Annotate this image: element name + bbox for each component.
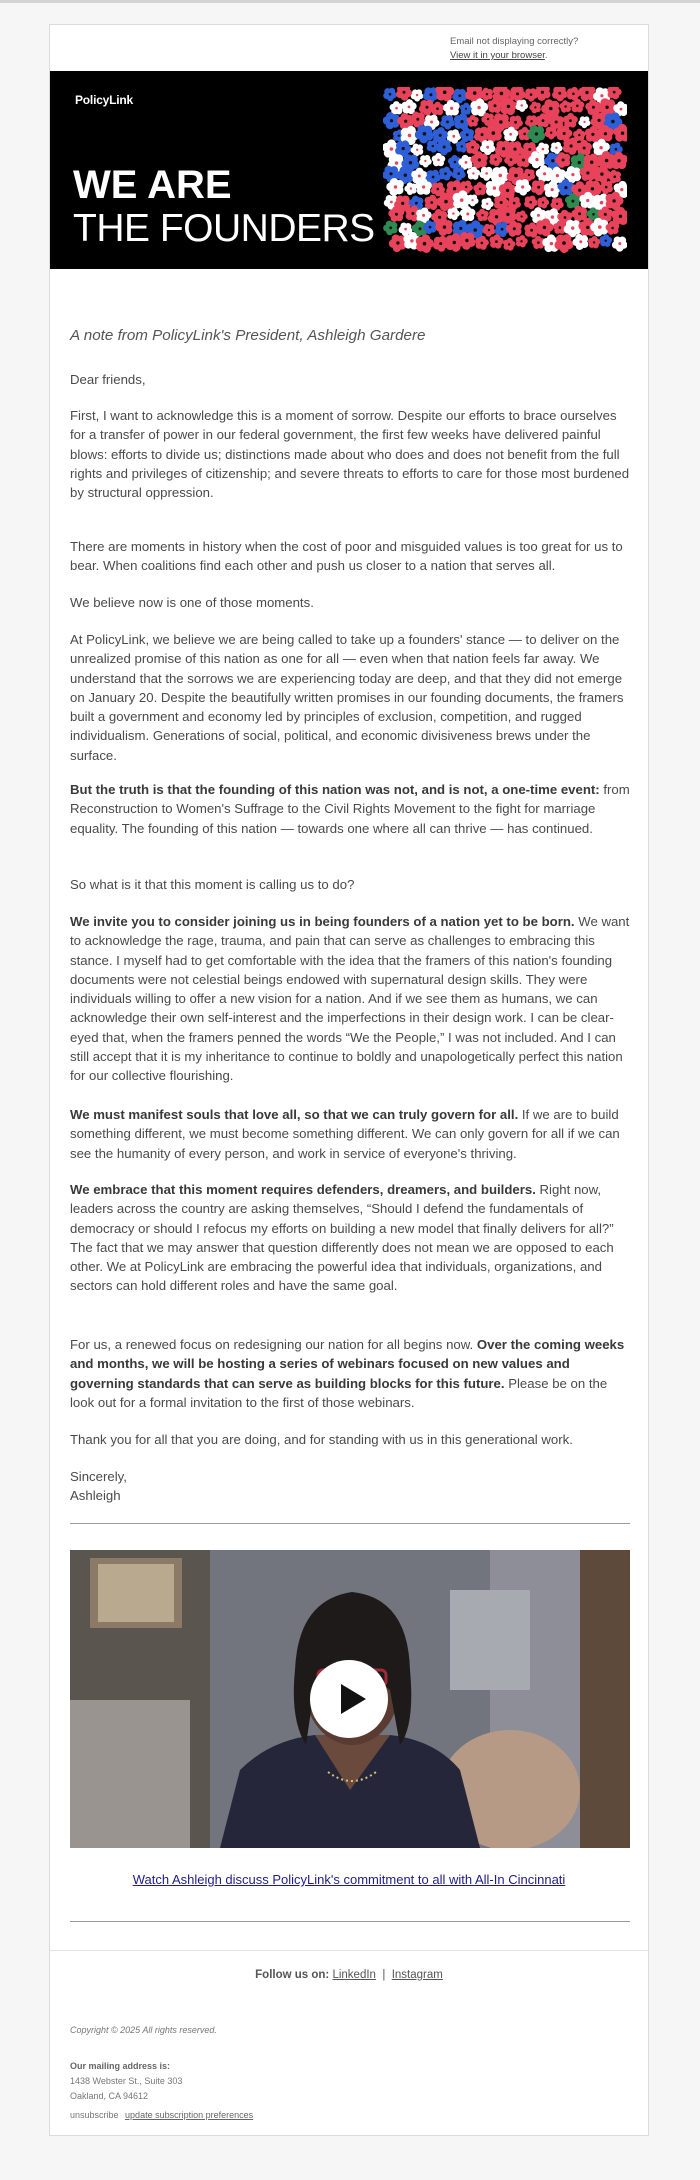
flower-center [473,91,477,95]
flower-center [617,159,620,162]
flower-center [458,94,461,97]
flower-center [404,120,407,123]
flower-center [537,214,540,217]
flower-center [472,120,474,122]
flower-center [528,174,530,176]
flower-center [615,148,618,151]
flower-center [444,172,447,175]
flower-center [404,228,407,231]
flower-center [542,119,545,122]
flower-center [429,93,432,96]
flower-center [521,104,523,106]
flower-center [572,93,575,96]
flower-center [604,213,607,216]
flower-center [402,147,405,150]
letter-intro: A note from PolicyLink's President, Ashleigh Gardere [70,327,426,344]
flower-center [403,91,406,94]
flower-center [578,189,581,192]
flower-center [579,240,582,243]
flower-center [479,188,482,191]
flower-center [600,172,603,175]
video-thumbnail[interactable] [70,1550,630,1848]
address-line-2: Oakland, CA 94612 [70,2091,149,2101]
follow-separator: | [382,1969,386,1981]
flower-center [395,161,398,164]
flower-center [559,226,562,229]
flower-center [506,213,509,216]
flower-center [502,147,505,150]
update-preferences-link[interactable]: update subscription preferences [125,2110,254,2120]
flower-center [530,229,533,232]
flower-mark [434,87,455,102]
flower-center [562,159,565,162]
flower-center [465,186,467,188]
flower-center [583,147,586,150]
flower-center [389,172,392,175]
flower-center [620,188,623,191]
flower-center [593,241,595,243]
flower-center [404,174,407,177]
flower-center [471,199,473,201]
follow-us [50,1969,648,1981]
flower-center [438,216,441,219]
flower-center [422,185,425,188]
flower-center [419,227,422,230]
flower-center [520,240,522,242]
linkedin-link[interactable]: LinkedIn [332,1969,376,1981]
flower-center [592,213,595,216]
watch-video-link[interactable]: Watch Ashleigh discuss PolicyLink's commitment to all with All-In Cincinnati [132,1872,566,1887]
flower-center [436,107,439,110]
paragraph-10-body: Please be on the look out for a formal invitation to the first of those webinars. [70,1375,608,1410]
flower-center [507,105,510,108]
flower-center [564,216,567,219]
flower-center [500,201,503,204]
flower-center [605,106,608,109]
hero-title-bold: WE ARE [73,163,232,207]
flower-center [416,118,419,121]
flower-center [535,132,538,135]
flower-center [542,148,545,151]
flower-center [461,145,463,147]
flower-center [600,94,603,97]
paragraph-9 [70,1180,632,1296]
flower-center [411,212,414,215]
flower-center [430,121,433,124]
flower-center [571,173,574,176]
flower-center [513,202,516,205]
flower-center [529,201,532,204]
flower-center [578,212,581,215]
flower-center [542,201,544,203]
flower-center [430,201,433,204]
unsubscribe-link[interactable]: unsubscribe [70,2110,119,2120]
flower-center [439,134,442,137]
flower-center [499,120,503,124]
paragraph-4: At PolicyLink, we believe we are being called to take up a founders' stance — to deliver on the unrealized promise of this nation as one for all — even when that nation feels far away. We understand that the sorrows we are experiencing today are deep, and that they did not emerge on January 20. Despite the beautifully written promises in our founding documents, the framers built a government and economy led by principles of exclusion, competition, and rugged individualism. Generations of social, political, and economic divisiveness brews under the surface. [70,632,624,763]
signoff: Sincerely, [70,1469,127,1484]
flower-center [486,203,488,205]
flower-center [487,118,489,120]
flower-center [537,186,540,189]
flower-center [570,144,573,147]
flower-center [466,133,469,136]
mailing-label: Our mailing address is: [70,2061,171,2071]
flower-center [472,172,474,174]
flower-center [466,213,469,216]
flower-center [551,215,554,218]
flower-center [541,91,544,94]
flower-center [473,228,477,232]
flower-center [592,106,595,109]
flower-center [499,174,503,178]
flower-center [408,134,412,138]
flower-center [530,93,533,96]
flower-center [558,92,561,95]
email-card [49,24,649,2136]
flower-center [549,107,553,111]
flower-center [424,160,426,162]
subscription-links [70,2110,253,2120]
flower-center [416,149,418,151]
flower-center [586,199,589,202]
flower-center [443,146,446,149]
flower-center [423,242,427,246]
flower-center [395,107,398,110]
flower-center [604,132,607,135]
hero-title-light: THE FOUNDERS [73,207,375,250]
flower-center [586,226,589,229]
instagram-link[interactable]: Instagram [391,1969,443,1981]
flower-center [481,133,484,136]
flower-center [437,159,440,162]
flower-center [506,189,509,192]
flower-center [562,241,566,245]
paragraph-9-body: Right now, leaders across the country are asking themselves, “Should I defend the fundamentals of democracy or should I refocus my efforts on building a new model that finally delivers for all?” The fact that we may answer that question differently does not mean we are opposed to each other. We at PolicyLink are embracing the powerful idea that individuals, organizations, and sectors can hold different roles and have the same goal. [70,1182,614,1294]
flower-center [534,106,536,108]
flower-center [394,185,397,188]
paragraph-3: We believe now is one of those moments. [70,595,314,610]
flower-center [493,186,496,189]
flower-center [550,132,552,134]
flower-center [598,225,602,229]
paragraph-5-body: from Reconstruction to Women's Suffrage to the Civil Rights Movement to the fight for marriage equality. The founding of this nation — towards one where all can thrive — has continued. [70,782,630,836]
flower-center [457,172,460,175]
paragraph-5-lead: But the truth is that the founding of this nation was not, and is not, a one-time event: [70,782,600,797]
flower-center [509,133,512,136]
flower-center [478,158,481,161]
preheader-text: Email not displaying correctly? [450,36,579,47]
flower-center [454,161,457,164]
flower-center [453,187,456,190]
flower-center [465,161,468,164]
flower-center [408,106,411,109]
video-caption [50,1872,648,1887]
flower-center [591,187,594,190]
flower-center [585,91,588,94]
flower-center [426,106,429,109]
paragraph-5 [70,780,632,838]
flower-center [401,202,404,205]
flower-center [613,175,616,178]
flower-center [446,121,449,124]
flower-center [613,91,616,94]
play-button[interactable] [310,1660,388,1738]
flower-center [586,171,589,174]
flower-center [486,93,488,95]
paragraph-7 [70,912,632,1086]
flower-center [578,134,580,136]
flower-center [528,148,531,151]
paragraph-8-lead: We must manifest souls that love all, so that we can truly govern for all. [70,1107,519,1122]
flower-mark [609,233,627,255]
divider [70,1523,630,1524]
greeting: Dear friends, [70,372,146,387]
flower-center [443,90,447,94]
flower-center [465,239,468,242]
flower-center [495,215,498,218]
flower-center [453,241,456,244]
flower-center [500,92,504,96]
paragraph-2: There are moments in history when the cost of poor and misguided values is too great for us to bear. When coalitions find each other and push us closer to a nation that serves all. [70,539,623,574]
footer-divider [50,1950,648,1951]
flower-center [600,201,604,205]
paragraph-6: So what is it that this moment is calling us to do? [70,877,355,892]
signature: Ashleigh [70,1488,121,1503]
flower-center [465,108,467,110]
flower-center [555,147,557,149]
flower-center [477,106,480,109]
flower-center [605,159,609,163]
flower-center [488,229,490,231]
flower-center [618,242,621,245]
flowers-illustration [383,87,627,255]
flower-center [564,105,566,107]
flower-center [620,108,623,111]
paragraph-7-body: We want to acknowledge the rage, trauma, and pain that can serve as challenges to embracing this stance. I myself had to get comfortable with the idea that the framers of this nation's founding documents were not celestial beings endowed with supernatural design skills. They were individuals willing to offer a new vision for a nation. And if we see them as humans, we can acknowledge their own self-interest and the imperfections in their design work. I can be clear-eyed that, when the framers penned the words “We the People,” I was not included. And I can still accept that it is my inheritance to continue to boldly and unapologetically perfect this nation for our collective flourishing. [70,914,630,1084]
flower-center [460,198,464,202]
flower-center [583,121,585,123]
flower-center [514,121,517,124]
flower-center [416,94,418,96]
flower-center [516,92,519,95]
flower-center [423,132,427,136]
flower-center [460,120,463,123]
flower-center [591,133,594,136]
top-border [0,0,700,3]
flower-center [556,174,559,177]
flower-center [621,132,624,135]
flower-center [535,158,538,161]
address-line-1: 1438 Webster St., Suite 303 [70,2076,183,2086]
flower-center [452,135,455,138]
flower-center [389,93,392,96]
flower-center [514,174,518,178]
follow-label: Follow us on: [255,1969,330,1981]
flower-center [578,161,581,164]
policylink-logo[interactable]: PolicyLink [75,93,134,107]
flower-center [543,226,546,229]
flower-center [443,225,446,228]
flower-center [510,158,513,161]
view-in-browser-link[interactable]: View it in your browser [450,50,545,61]
flower-center [410,187,412,189]
flower-center [398,135,400,137]
flower-center [537,241,540,244]
flower-center [481,242,484,245]
flower-center [444,200,448,204]
flower-center [522,159,525,162]
paragraph-8 [70,1105,632,1163]
flower-center [612,199,615,202]
flower-center [459,227,462,230]
flower-center [494,158,496,160]
flower-center [415,202,418,205]
flower-center [571,226,574,229]
flower-center [556,203,558,205]
play-icon [310,1660,388,1738]
flower-center [501,228,504,231]
flower-center [486,146,489,149]
flower-center [599,146,602,149]
flower-center [395,213,398,216]
flower-center [390,201,393,204]
hero-banner [50,71,648,269]
flower-center [452,212,454,214]
flower-center [619,215,622,218]
flower-center [390,147,394,151]
flower-center [521,185,524,188]
flower-center [551,188,554,191]
flower-center [605,240,607,242]
flower-center [471,146,474,149]
flower-center [550,242,553,245]
flower-center [564,186,567,189]
flower-center [485,172,488,175]
flower-center [422,214,425,217]
copyright: Copyright © 2025 All rights reserved. [70,2025,217,2035]
flower-center [521,215,523,217]
flower-center [551,159,554,162]
flower-center [563,132,566,135]
flower-center [611,120,615,124]
flower-center [439,242,442,245]
flower-center [432,145,434,147]
flower-center [494,104,497,107]
flower-center [523,133,526,136]
flower-center [410,239,413,242]
flower-center [481,214,483,216]
flower-center [450,107,453,110]
flower-center [611,227,614,230]
flower-center [590,161,593,164]
flower-center [555,121,558,124]
paragraph-10 [70,1335,632,1412]
flower-center [605,186,608,189]
flower-center [543,172,546,175]
flower-center [576,105,579,108]
flower-center [513,227,516,230]
flower-center [530,120,532,122]
flower-center [598,119,601,122]
paragraph-10-start: For us, a renewed focus on redesigning our nation for all begins now. [70,1337,477,1352]
paragraph-1: First, I want to acknowledge this is a moment of sorrow. Despite our efforts to brace ourselves for a transfer of power in our federal government, the first few weeks have delivered painful blows: efforts to divide us; distinctions made about who does and does not benefit from the full rights and privileges of citizenship; and severe threats to efforts to care for those most burdened by structural oppression. [70,408,630,501]
flower-center [495,240,498,243]
preheader-period: . [544,50,548,61]
flower-center [492,131,496,135]
flower-center [389,226,392,229]
flower-center [396,241,399,244]
paragraph-7-lead: We invite you to consider joining us in being founders of a nation yet to be born. [70,914,575,929]
paragraph-9-lead: We embrace that this moment requires defenders, dreamers, and builders. [70,1182,536,1197]
flower-center [571,200,574,203]
flower-center [432,176,435,179]
paragraph-11: Thank you for all that you are doing, and for standing with us in this generational work. [70,1432,573,1447]
flower-center [390,119,393,122]
preheader [450,35,640,63]
divider-bottom [70,1921,630,1922]
paragraph-8-body: If we are to build something different, we must become something different. We can only govern for all if we can see the humanity of every person, and work in service of everyone's thriving. [70,1107,620,1161]
mailing-address [70,2059,182,2104]
flower-center [437,188,440,191]
flower-center [513,148,516,151]
flower-center [418,175,421,178]
flower-center [429,226,432,229]
flower-center [508,243,510,245]
flower-center [569,119,572,122]
flower-center [409,161,412,164]
paragraph-10-lead: Over the coming weeks and months, we will be hosting a series of webinars focused on new values and governing standards that can serve as building blocks for this future. [70,1337,625,1391]
